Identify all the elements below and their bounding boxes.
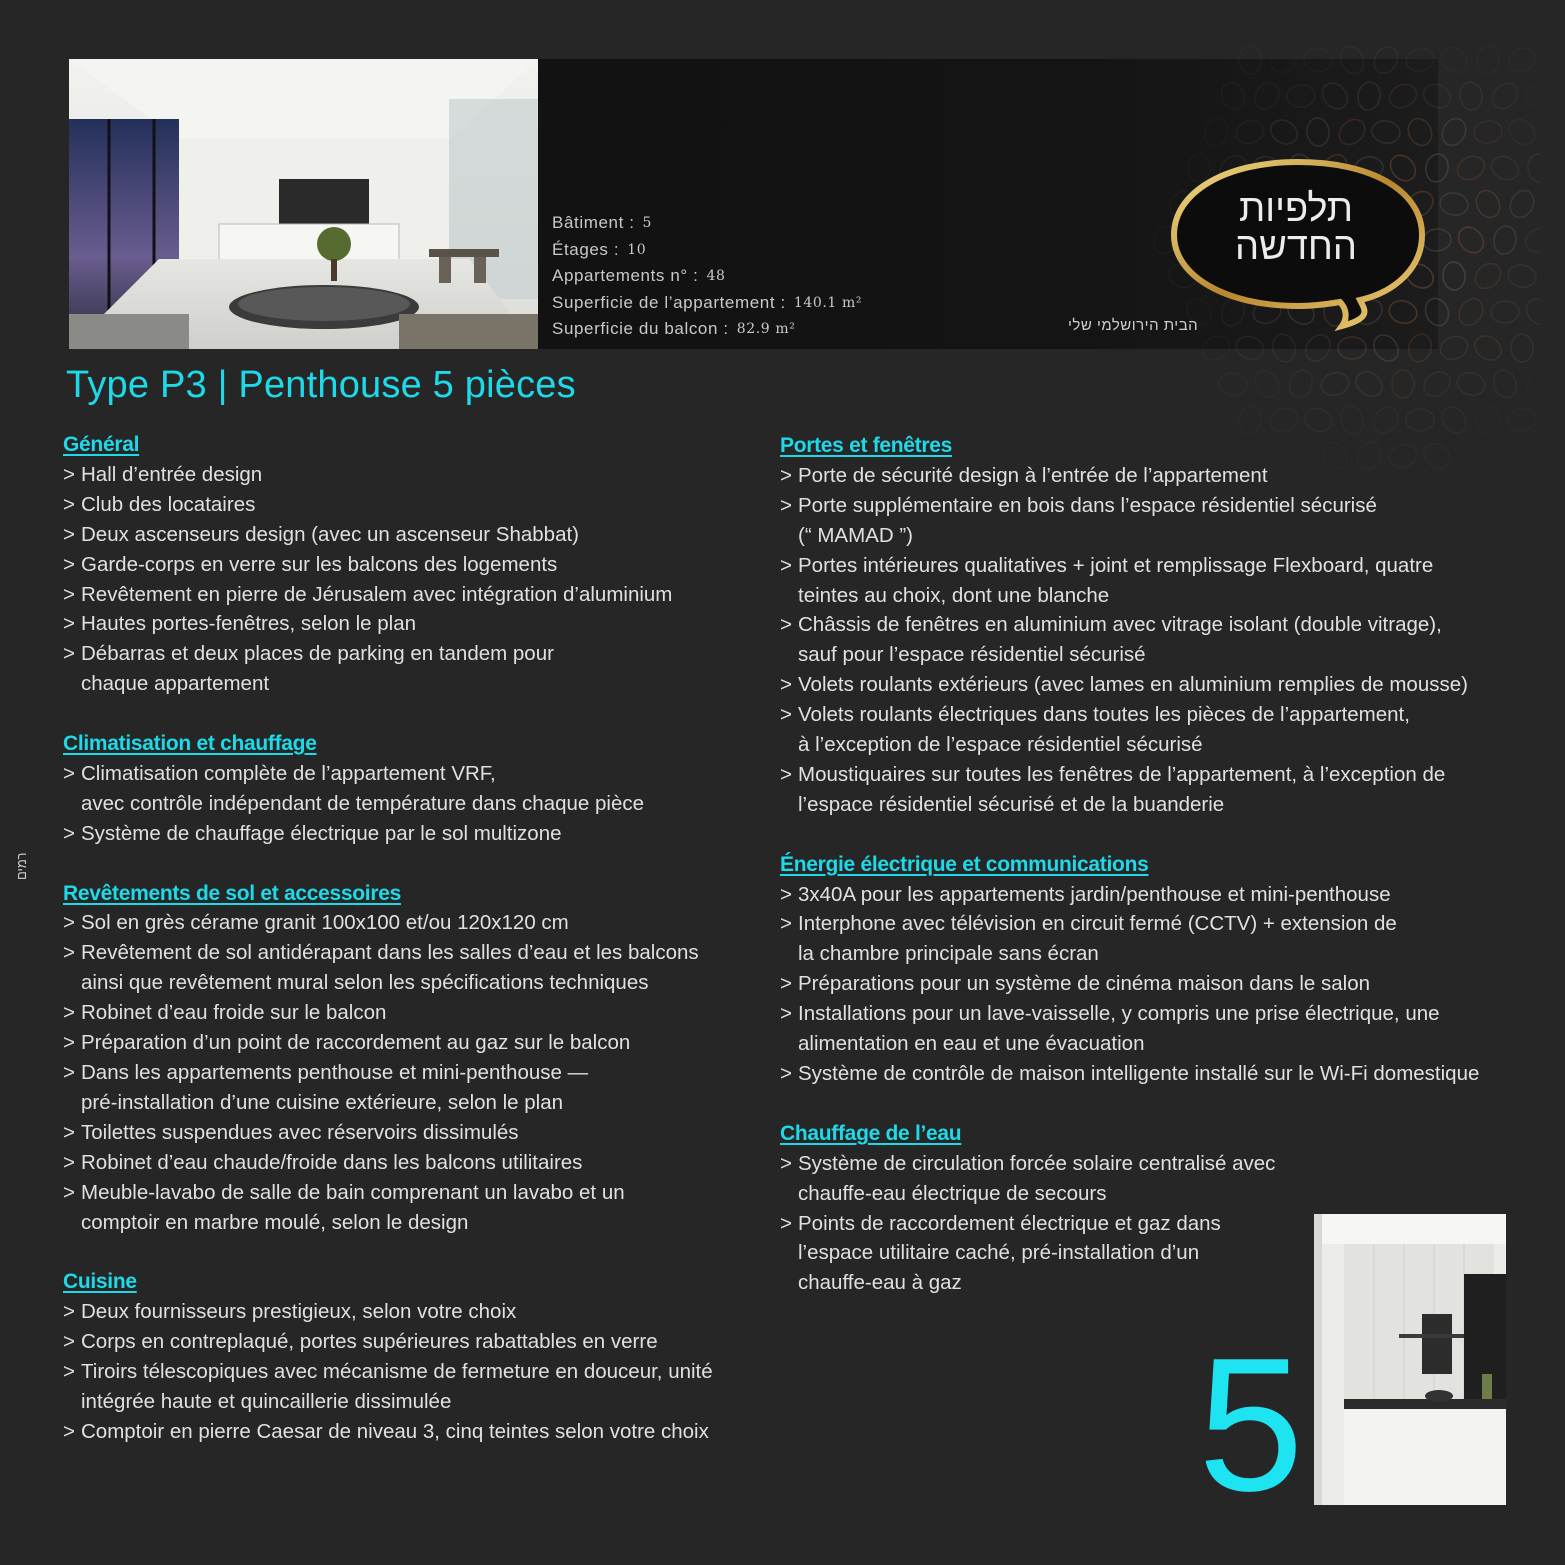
right-column [780, 431, 1520, 1298]
pattern-loop [1453, 222, 1488, 258]
left-column [63, 430, 753, 1447]
section-title: Revêtements de sol et accessoires [63, 881, 401, 905]
pattern-loop [1286, 367, 1317, 401]
pattern-loop [1250, 78, 1283, 113]
pattern-loop [1521, 294, 1540, 330]
spec-list-item: > Châssis de fenêtres en aluminium avec vitrage isolant (double vitrage), sauf pour l’espace résidentiel sécurisé [780, 610, 1520, 670]
pattern-loop [1238, 45, 1262, 75]
section-title: Chauffage de l’eau [780, 1121, 962, 1145]
spec-list-item: > Deux ascenseurs design (avec un ascenseur Shabbat) [63, 520, 753, 550]
pattern-loop [1526, 152, 1540, 183]
pattern-loop [1386, 80, 1421, 112]
pattern-loop [1356, 80, 1383, 112]
pattern-loop [1404, 47, 1435, 74]
spec-list-item: > Système de chauffage électrique par le sol multizone [63, 819, 753, 849]
pattern-loop [1233, 117, 1267, 148]
pattern-loop [1490, 300, 1520, 324]
page-title: Type P3 | Penthouse 5 pièces [66, 364, 576, 406]
pattern-loop [1436, 42, 1471, 77]
section-gap [63, 849, 753, 879]
section-title: Cuisine [63, 1270, 137, 1294]
pattern-loop [1454, 152, 1489, 184]
spec-list-item: > Portes intérieures qualitatives + joint et remplissage Flexboard, quatre teintes au choix, dont une blanche [780, 551, 1520, 611]
pattern-loop [1302, 47, 1334, 74]
pattern-loop [1336, 43, 1368, 78]
spec-list-item: > Hautes portes-fenêtres, selon le plan [63, 609, 753, 639]
pattern-loop [1250, 366, 1283, 401]
living-room-render [69, 59, 538, 349]
spec-list-item: > Moustiquaires sur toutes les fenêtres de l’appartement, à l’exception de l’espace résidentiel sécurisé et de la buanderie [780, 760, 1520, 820]
pattern-loop [1458, 80, 1485, 111]
pattern-loop [1442, 261, 1466, 291]
pattern-loop [1306, 117, 1330, 147]
spec-list-item: > Système de contrôle de maison intelligente installé sur le Wi-Fi domestique [780, 1059, 1520, 1089]
spec-list-item: > Porte supplémentaire en bois dans l’espace résidentiel sécurisé (“ MAMAD ”) [780, 491, 1520, 551]
spec-list-item: > Hall d’entrée design [63, 460, 753, 490]
pattern-loop [1370, 119, 1402, 146]
pattern-loop [1490, 367, 1521, 401]
pattern-loop [1454, 294, 1487, 329]
section-gap [63, 1237, 753, 1267]
pattern-loop [1522, 224, 1540, 256]
section-gap [63, 699, 753, 729]
spec-list-item: > Interphone avec télévision en circuit fermé (CCTV) + extension de la chambre principale sans écran [780, 909, 1520, 969]
pattern-loop [1504, 43, 1539, 76]
spec-list-item: > Porte de sécurité design à l’entrée de l’appartement [780, 461, 1520, 491]
spec-list-item: > Système de circulation forcée solaire centralisé avec chauffe-eau électrique de secours [780, 1149, 1520, 1209]
spec-apartments: Appartements n° : 48 [552, 266, 726, 285]
pattern-loop [1370, 43, 1402, 78]
pattern-loop [1438, 191, 1470, 218]
pattern-loop [1522, 366, 1540, 401]
pattern-loop [1506, 263, 1538, 290]
spec-list-item: > Robinet d’eau froide sur le balcon [63, 998, 753, 1028]
spec-list-item: > 3x40A pour les appartements jardin/penthouse et mini-penthouse [780, 880, 1520, 910]
pattern-loop [1334, 114, 1370, 149]
pattern-loop [1319, 370, 1352, 399]
section-gap [780, 820, 1520, 850]
pattern-loop [1286, 84, 1316, 108]
pattern-loop [1492, 224, 1519, 256]
spec-balcony: Superficie du balcon : 82.9 m² [552, 319, 796, 338]
pattern-loop [1266, 115, 1301, 148]
pattern-loop [1437, 333, 1471, 364]
spec-list-item: > Meuble-lavabo de salle de bain comprenant un lavabo et un comptoir en marbre moulé, selon le design [63, 1178, 753, 1238]
spec-list-item: > Corps en contreplaqué, portes supérieures rabattables en verre [63, 1327, 753, 1357]
spec-list-item: > Revêtement de sol antidérapant dans les salles d’eau et les balcons ainsi que revêtement mural selon les spécifications techniques [63, 938, 753, 998]
pattern-loop [1476, 45, 1501, 75]
spec-list-item: > Toilettes suspendues avec réservoirs dissimulés [63, 1118, 753, 1148]
pattern-loop [1406, 409, 1434, 431]
logo-text: תלפיות החדשה [1235, 188, 1357, 268]
spec-list-item: > Volets roulants électriques dans toutes les pièces de l’appartement, à l’exception de l’espace résidentiel sécurisé [780, 700, 1520, 760]
pattern-loop [1506, 187, 1538, 222]
section-gap [780, 1089, 1520, 1119]
pattern-loop [1351, 367, 1387, 401]
spec-list-item: > Revêtement en pierre de Jérusalem avec intégration d’aluminium [63, 580, 753, 610]
kitchen-render [1314, 1214, 1506, 1505]
spec-surface: Superficie de l’appartement : 140.1 m² [552, 292, 863, 312]
pattern-loop [1524, 84, 1540, 109]
spec-list-item: > Installations pour un lave-vaisselle, y compris une prise électrique, une alimentation en eau et une évacuation [780, 999, 1520, 1059]
pattern-loop [1218, 372, 1248, 396]
spec-list-item: > Climatisation complète de l’appartement VRF, avec contrôle indépendant de température dans chaque pièce [63, 759, 753, 819]
page-number: 5 [1198, 1319, 1304, 1531]
pattern-loop [1218, 79, 1249, 113]
spec-list-item: > Volets roulants extérieurs (avec lames en aluminium remplies de mousse) [780, 670, 1520, 700]
pattern-loop [1317, 78, 1352, 114]
brand-tagline: הבית הירושלמי שלי [1068, 317, 1199, 334]
side-brand-label: רמים [14, 852, 29, 880]
pattern-loop [1487, 78, 1522, 113]
pattern-loop [1455, 370, 1488, 399]
pattern-loop [1470, 258, 1506, 293]
spec-list-item: > Club des locataires [63, 490, 753, 520]
section-title: Général [63, 433, 140, 456]
pattern-loop [1470, 331, 1505, 364]
spec-list-item: > Préparation d’un point de raccordement au gaz sur le balcon [63, 1028, 753, 1058]
spec-list-item: > Comptoir en pierre Caesar de niveau 3, cinq teintes selon votre choix [63, 1417, 753, 1447]
pattern-loop [1419, 367, 1455, 401]
pattern-loop [1404, 115, 1436, 150]
section-title: Portes et fenêtres [780, 434, 953, 457]
apartment-specs [552, 210, 862, 343]
spec-list-item: > Points de raccordement électrique et gaz dans l’espace utilitaire caché, pré-installation d’un chauffe-eau à gaz [780, 1209, 1520, 1299]
spec-list-item: > Débarras et deux places de parking en tandem pour chaque appartement [63, 639, 753, 699]
pattern-loop [1504, 114, 1539, 149]
pattern-loop [1488, 152, 1523, 184]
pattern-loop [1266, 42, 1302, 77]
pattern-loop [1438, 115, 1470, 150]
spec-list-item: > Dans les appartements penthouse et mini-penthouse — pré-installation d’une cuisine extérieure, selon le plan [63, 1058, 753, 1118]
section-title: Climatisation et chauffage [63, 732, 317, 756]
spec-list-item: > Sol en grès cérame granit 100x100 et/ou 120x120 cm [63, 908, 753, 938]
spec-floors: Étages : 10 [552, 239, 647, 259]
spec-list-item: > Robinet d’eau chaude/froide dans les balcons utilitaires [63, 1148, 753, 1178]
pattern-loop [1420, 80, 1455, 112]
pattern-loop [1392, 370, 1414, 398]
spec-list-item: > Tiroirs télescopiques avec mécanisme de fermeture en douceur, unité intégrée haute et quincaillerie dissimulée [63, 1357, 753, 1417]
spec-list-item: > Préparations pour un système de cinéma maison dans le salon [780, 969, 1520, 999]
spec-list-item: > Garde-corps en verre sur les balcons des logements [63, 550, 753, 580]
pattern-loop [1472, 187, 1504, 222]
pattern-loop [1472, 119, 1503, 146]
pattern-loop [1510, 333, 1534, 363]
spec-building: Bâtiment : 5 [552, 213, 653, 232]
section-title: Énergie électrique et communications [780, 852, 1149, 876]
pattern-loop [1202, 116, 1231, 149]
spec-list-item: > Deux fournisseurs prestigieux, selon votre choix [63, 1297, 753, 1327]
